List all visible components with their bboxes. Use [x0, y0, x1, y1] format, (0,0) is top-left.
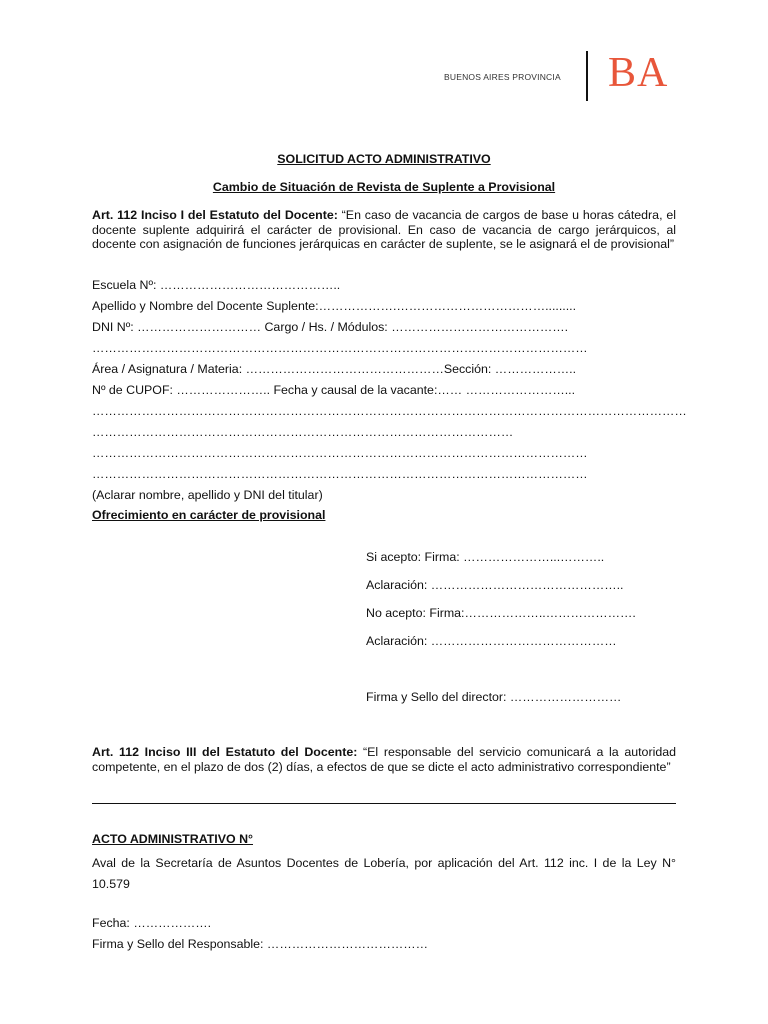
art112-inciso3-label: Art. 112 Inciso III del Estatuto del Docente:	[92, 745, 358, 759]
causal-line-2[interactable]: …………………………………………………………………………………………	[92, 425, 514, 439]
brand-text: BUENOS AIRES PROVINCIA	[444, 72, 561, 82]
causal-line-1[interactable]: ………………………………………………………………………………………………………………………………	[92, 404, 687, 418]
aval-paragraph: Aval de la Secretaría de Asuntos Docentes de Lobería, por aplicación del Art. 112 inc. I de la Ley N° 10.579	[92, 856, 676, 891]
causal-line-3[interactable]: …………………………………………………………………………………………………………	[92, 446, 588, 460]
art112-inciso1-paragraph	[92, 208, 676, 252]
ba-logo: BA	[608, 50, 669, 96]
art112-inciso3-text: “El responsable del servicio comunicará a la autoridad competente, en el plazo de dos (2) días, a efectos de que se dicte el acto administrativo correspondiente”	[92, 745, 676, 774]
section-divider	[92, 803, 676, 804]
dni-cargo-continuation-line[interactable]: …………………………………………………………………………………………………………	[92, 341, 588, 355]
art112-inciso3-paragraph	[92, 745, 676, 774]
document-title: SOLICITUD ACTO ADMINISTRATIVO	[277, 152, 491, 166]
aclaracion-1-field[interactable]: Aclaración: ………………………………………..	[366, 578, 624, 592]
firma-director-field[interactable]: Firma y Sello del director: ………………………	[366, 690, 622, 704]
acto-administrativo-title: ACTO ADMINISTRATIVO N°	[92, 832, 253, 846]
escuela-field[interactable]: Escuela Nº: ……………………………………..	[92, 278, 341, 292]
dni-cargo-field[interactable]: DNI Nº: ………………………… Cargo / Hs. / Módulos: …………………………………….	[92, 320, 569, 334]
art112-inciso1-label: Art. 112 Inciso I del Estatuto del Docente:	[92, 208, 338, 222]
firma-responsable-field[interactable]: Firma y Sello del Responsable: …………………………………	[92, 937, 429, 951]
header-divider	[586, 51, 588, 101]
apellido-nombre-field[interactable]: Apellido y Nombre del Docente Suplente:……………….……………………………….........	[92, 299, 577, 313]
causal-line-4[interactable]: …………………………………………………………………………………………………………	[92, 467, 588, 481]
area-seccion-field[interactable]: Área / Asignatura / Materia: …………………………………………Sección: ………………..	[92, 362, 577, 376]
aclarar-titular-note: (Aclarar nombre, apellido y DNI del titular)	[92, 488, 323, 502]
document-subtitle: Cambio de Situación de Revista de Suplente a Provisional	[212, 180, 556, 194]
si-acepto-field[interactable]: Si acepto: Firma: …………………...………..	[366, 550, 605, 564]
art112-inciso1-text: “En caso de vacancia de cargos de base u horas cátedra, el docente suplente adquirirá el carácter de provisional. En caso de vacancia de cargo jerárquicos, al docente con asignación de funciones jerárquicas en carácter de suplente, se le asignará el de provisional”	[92, 208, 676, 252]
aclaracion-2-field[interactable]: Aclaración: ………………………………………	[366, 634, 617, 648]
cupof-fecha-field[interactable]: Nº de CUPOF: ………………….. Fecha y causal de la vacante:…… ……………………...	[92, 383, 576, 397]
ofrecimiento-title: Ofrecimiento en carácter de provisional	[92, 508, 326, 522]
no-acepto-field[interactable]: No acepto: Firma:………………..………………….	[366, 606, 636, 620]
fecha-field[interactable]: Fecha: ……………….	[92, 916, 212, 930]
